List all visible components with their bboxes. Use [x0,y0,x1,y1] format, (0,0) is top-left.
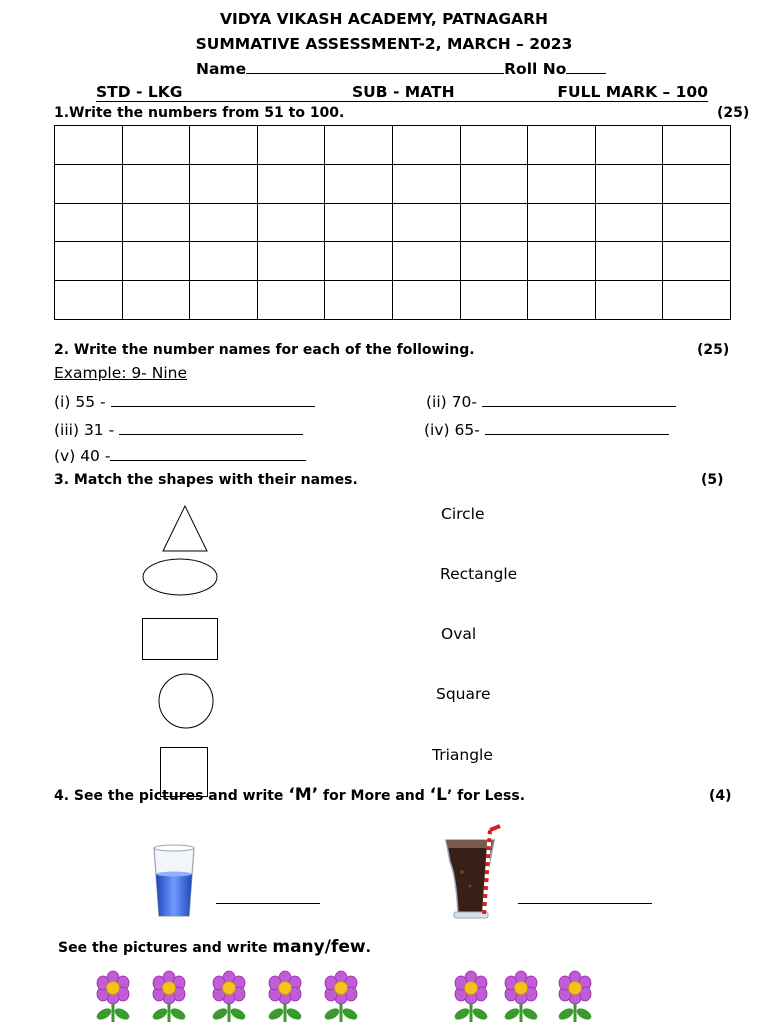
q5-text-part: See the pictures and write [58,940,273,956]
grid-cell[interactable] [460,126,528,165]
grid-cell[interactable] [528,126,596,165]
grid-cell[interactable] [663,242,731,281]
grid-row [55,281,731,320]
answer-line-cola[interactable] [518,903,652,904]
grid-row [55,126,731,165]
shape-name-square: Square [436,685,491,703]
q2-item [54,392,315,411]
grid-cell[interactable] [122,242,190,281]
grid-cell[interactable] [595,203,663,242]
q5-text [58,937,371,957]
grid-cell[interactable] [190,126,258,165]
q5-many-few-label: many/few [272,937,366,957]
q1-marks: (25) [717,105,750,121]
flower-icon [498,970,544,1028]
answer-field[interactable] [111,392,315,407]
grid-cell[interactable] [55,164,123,203]
grid-cell[interactable] [392,164,460,203]
q4-marks: (4) [709,788,732,804]
answer-field[interactable] [119,420,303,435]
roll-field[interactable] [566,59,606,74]
grid-cell[interactable] [392,242,460,281]
grid-cell[interactable] [257,203,325,242]
grid-cell[interactable] [663,281,731,320]
answer-field[interactable] [482,392,676,407]
grid-cell[interactable] [122,203,190,242]
std-label: STD - LKG [96,83,183,101]
flower-icon [318,970,364,1028]
q4-text [54,785,525,805]
name-label: Name [196,60,247,78]
number-grid [54,125,731,320]
q2-item [426,392,676,411]
grid-cell[interactable] [528,281,596,320]
q4-text-part: for More and [318,788,430,804]
grid-cell[interactable] [257,281,325,320]
q2-item-label: (iii) 31 - [54,421,115,439]
shape-name-oval: Oval [441,625,477,643]
grid-cell[interactable] [595,281,663,320]
flower-icon [146,970,192,1028]
subject-label: SUB - MATH [352,83,455,101]
grid-cell[interactable] [122,164,190,203]
q4-text-part: 4. See the pictures and write [54,788,289,804]
q2-marks: (25) [697,342,730,358]
grid-cell[interactable] [392,126,460,165]
water-glass-icon [150,844,198,920]
grid-cell[interactable] [325,203,393,242]
grid-cell[interactable] [392,281,460,320]
header-underline [96,83,708,102]
grid-cell[interactable] [190,242,258,281]
shape-name-triangle: Triangle [432,746,493,764]
grid-cell[interactable] [663,126,731,165]
grid-cell[interactable] [460,203,528,242]
grid-cell[interactable] [528,203,596,242]
q5-text-part: . [365,940,371,956]
q2-item [54,446,306,465]
flower-icon [448,970,494,1028]
grid-cell[interactable] [528,242,596,281]
grid-cell[interactable] [595,242,663,281]
grid-cell[interactable] [595,164,663,203]
square-icon [160,747,208,797]
grid-cell[interactable] [55,203,123,242]
grid-cell[interactable] [55,242,123,281]
grid-cell[interactable] [55,281,123,320]
q2-item-label: (i) 55 - [54,393,106,411]
q1-text: 1.Write the numbers from 51 to 100. [54,105,345,121]
name-roll-line [196,59,606,78]
answer-field[interactable] [110,446,306,461]
q2-item [424,420,669,439]
grid-cell[interactable] [257,242,325,281]
school-name: VIDYA VIKASH ACADEMY, PATNAGARH [219,10,549,28]
answer-line-glass[interactable] [216,903,320,904]
grid-cell[interactable] [257,126,325,165]
name-field[interactable] [246,59,504,74]
grid-cell[interactable] [392,203,460,242]
q4-l-label: ‘L [429,785,447,805]
grid-cell[interactable] [460,242,528,281]
grid-row [55,242,731,281]
grid-cell[interactable] [257,164,325,203]
grid-cell[interactable] [325,164,393,203]
flower-icon [552,970,598,1028]
q2-item-label: (v) 40 - [54,447,111,465]
full-mark-label: FULL MARK – 100 [557,83,708,101]
grid-cell[interactable] [190,203,258,242]
grid-row [55,164,731,203]
grid-cell[interactable] [663,203,731,242]
flower-icon [206,970,252,1028]
grid-cell[interactable] [325,242,393,281]
q2-item-label: (ii) 70- [426,393,477,411]
grid-cell[interactable] [122,126,190,165]
q2-example: Example: 9- Nine [54,364,188,382]
answer-field[interactable] [485,420,669,435]
grid-cell[interactable] [190,281,258,320]
grid-cell[interactable] [55,126,123,165]
grid-cell[interactable] [595,126,663,165]
grid-cell[interactable] [122,281,190,320]
grid-cell[interactable] [663,164,731,203]
grid-cell[interactable] [190,164,258,203]
q4-text-part: ’ for Less. [446,788,526,804]
circle-icon [156,672,216,732]
flower-icon [262,970,308,1028]
shape-name-circle: Circle [441,505,485,523]
flower-icon [90,970,136,1028]
q3-text: 3. Match the shapes with their names. [54,472,358,488]
q3-marks: (5) [701,472,724,488]
rectangle-icon [142,618,218,660]
grid-cell[interactable] [325,126,393,165]
shape-name-rectangle: Rectangle [440,565,518,583]
q2-text: 2. Write the number names for each of the following. [54,342,475,358]
q4-m-label: ‘M’ [288,785,319,805]
exam-title: SUMMATIVE ASSESSMENT-2, MARCH – 2023 [195,35,573,53]
grid-cell[interactable] [528,164,596,203]
grid-cell[interactable] [460,164,528,203]
q2-item [54,420,303,439]
cola-glass-icon [440,822,506,922]
grid-cell[interactable] [460,281,528,320]
roll-label: Roll No [504,60,567,78]
grid-cell[interactable] [325,281,393,320]
q2-item-label: (iv) 65- [424,421,480,439]
triangle-icon [160,504,210,554]
oval-icon [140,556,220,598]
grid-row [55,203,731,242]
